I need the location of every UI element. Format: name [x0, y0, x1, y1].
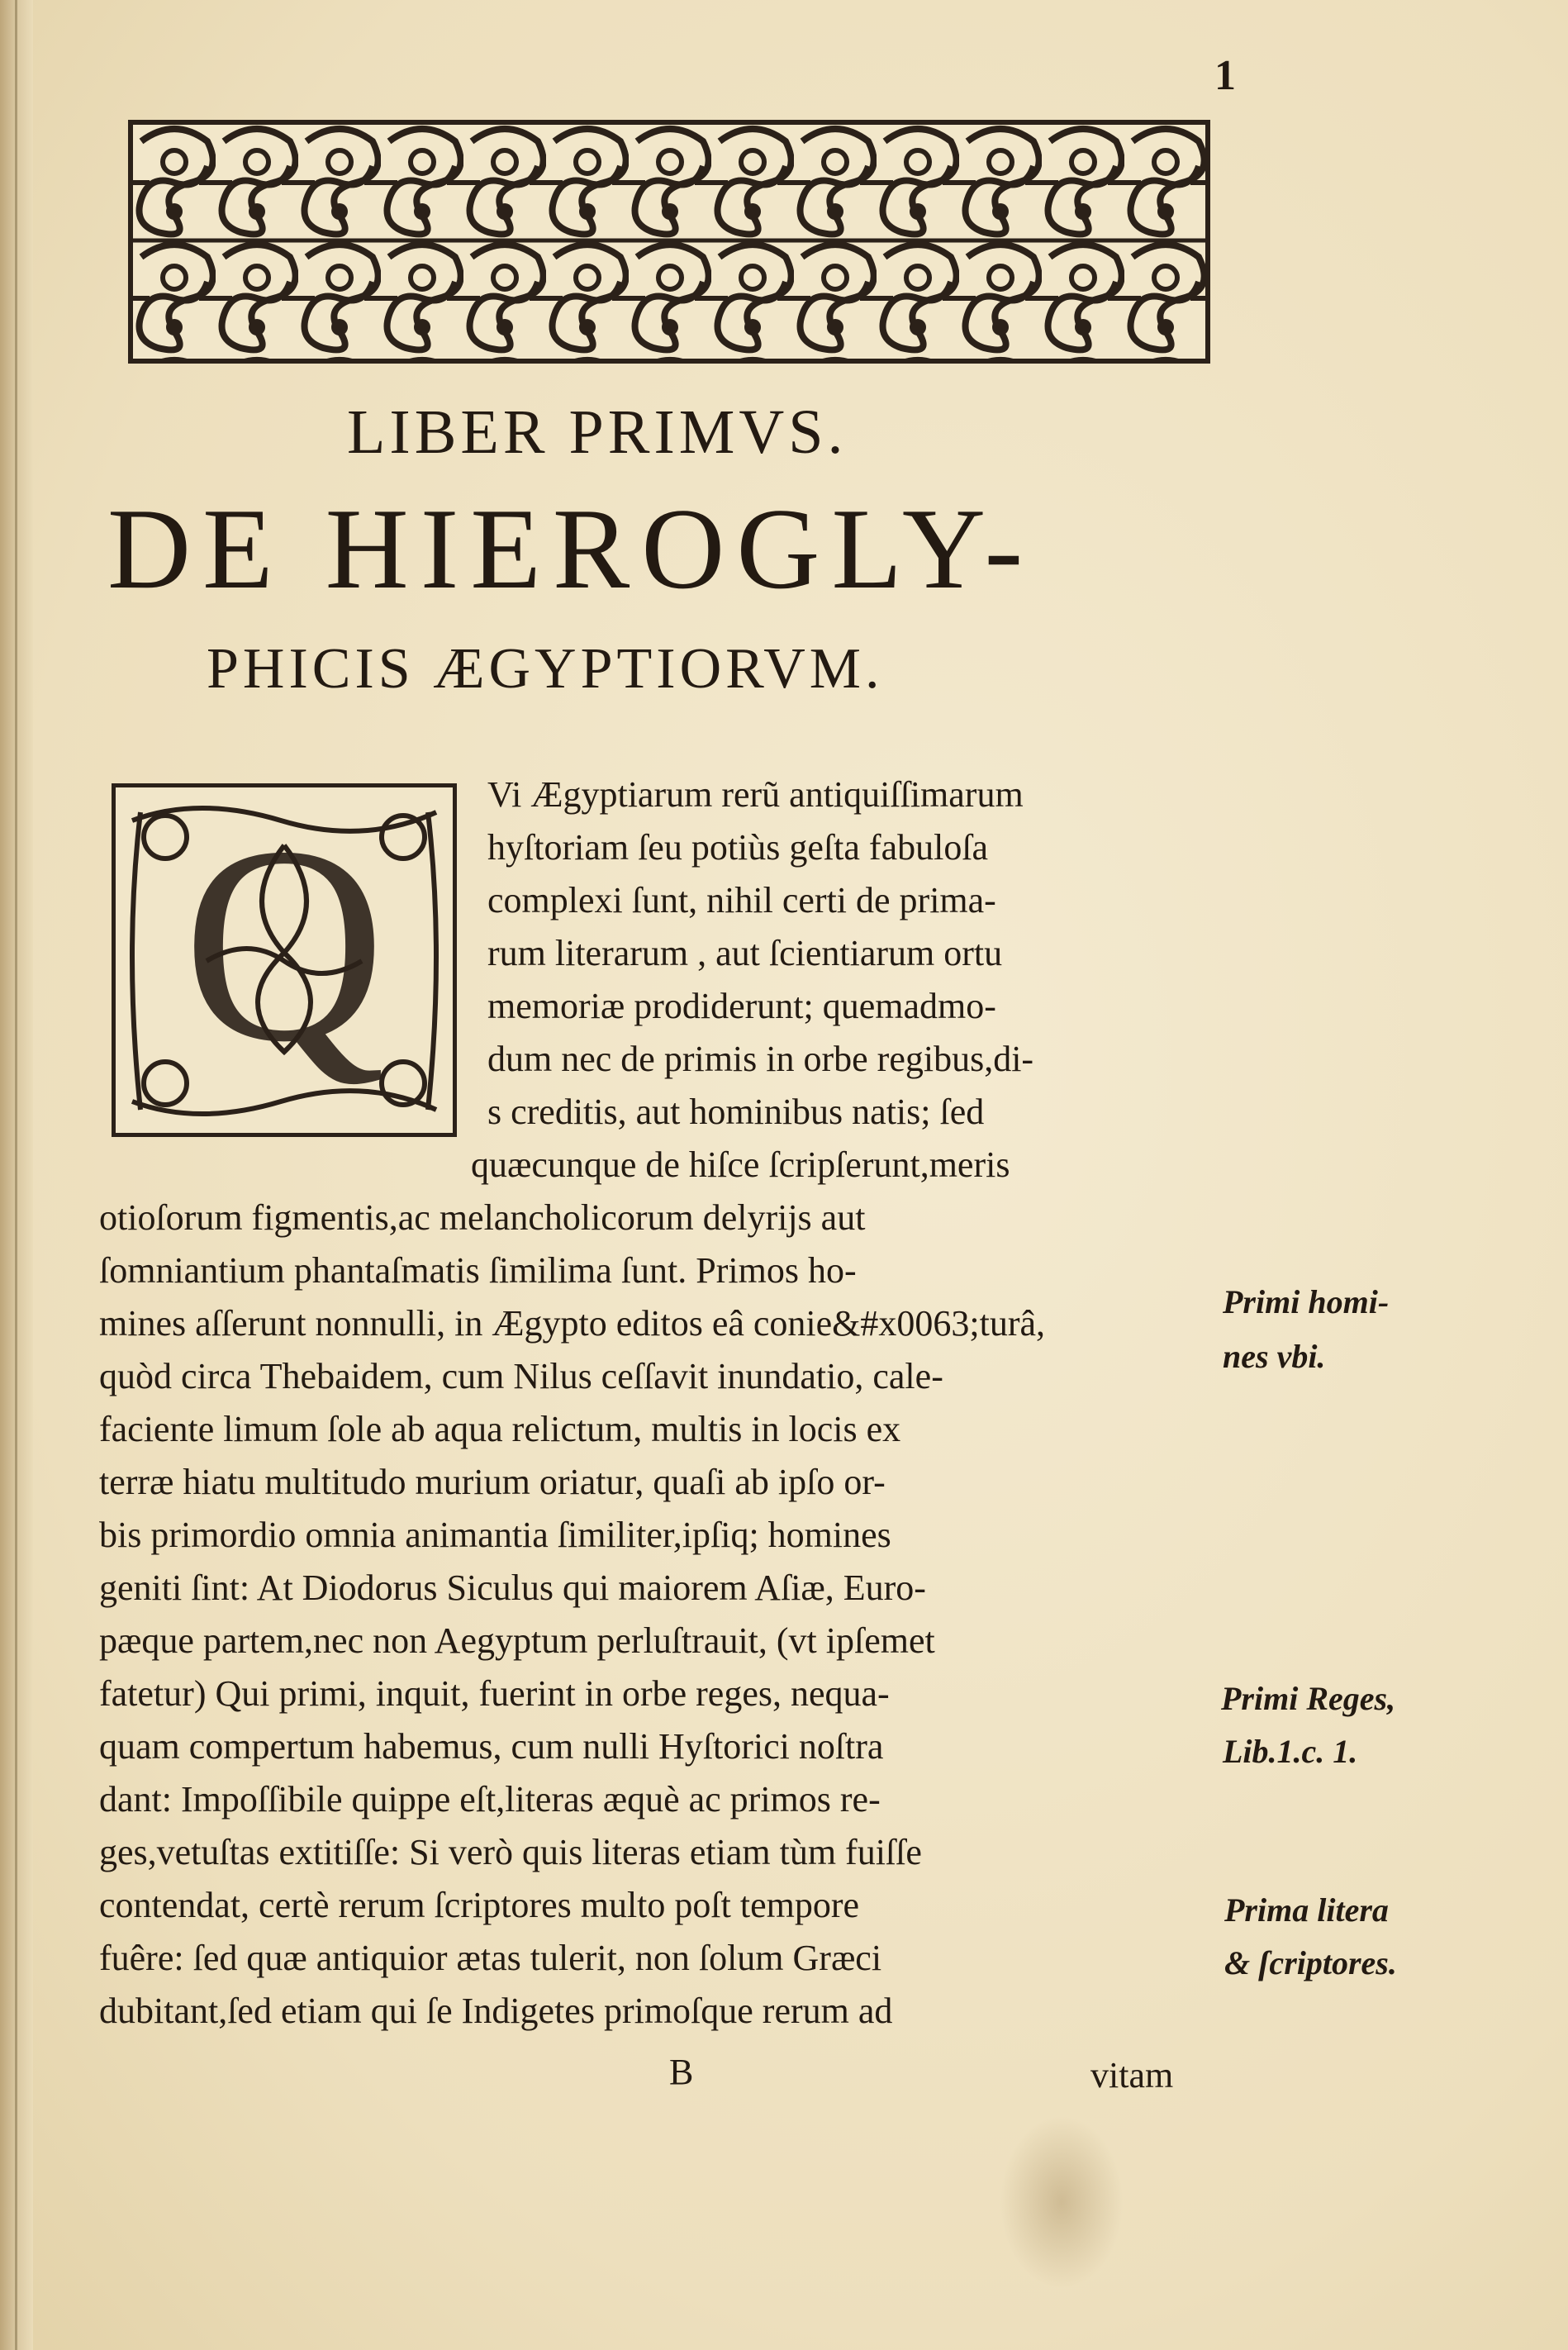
initial-letter: Q — [183, 788, 386, 1100]
signature-mark: B — [669, 2052, 694, 2092]
catchword: vitam — [1090, 2055, 1174, 2095]
marginal-note: Lib.1.c. 1. — [1223, 1733, 1358, 1770]
body-line: terræ hiatu multitudo murium oriatur, quaſi ab ipſo or- — [99, 1462, 886, 1502]
marginal-note: Primi homi- — [1223, 1283, 1390, 1320]
paper-stain — [1000, 2115, 1124, 2289]
body-line: dubitant,ſed etiam qui ſe Indigetes primoſque rerum ad — [99, 1991, 893, 2031]
book-gutter — [0, 0, 33, 2350]
book-heading: LIBER PRIMVS. — [347, 397, 848, 467]
body-line: pæque partem,nec non Aegyptum perluſtrauit, (vt ipſemet — [99, 1620, 935, 1661]
body-line: dum nec de primis in orbe regibus,di- — [487, 1039, 1034, 1079]
marginal-note: & ſcriptores. — [1224, 1944, 1397, 1981]
page-number: 1 — [1214, 52, 1236, 99]
body-line: mines aſſerunt nonnulli, in Ægypto editos eâ conie&#x0063;turâ, — [99, 1303, 1046, 1344]
body-line: dant: Impoſſibile quippe eſt,literas æquè ac primos re- — [99, 1779, 881, 1820]
gutter-line — [15, 0, 17, 2350]
headpiece-ornament — [128, 120, 1210, 364]
body-line: s creditis, aut hominibus natis; ſed — [487, 1092, 985, 1132]
decorated-initial — [112, 783, 457, 1137]
body-line: fuêre: ſed quæ antiquior ætas tulerit, non ſolum Græci — [99, 1938, 882, 1978]
body-line: memoriæ prodiderunt; quemadmo- — [487, 986, 996, 1026]
body-line: complexi ſunt, nihil certi de prima- — [487, 880, 996, 920]
body-line: faciente limum ſole ab aqua relictum, multis in locis ex — [99, 1409, 901, 1449]
body-line: geniti ſint: At Diodorus Siculus qui maiorem Aſiæ, Euro- — [99, 1567, 926, 1608]
body-line: bis primordio omnia animantia ſimiliter,ipſiq; homines — [99, 1515, 891, 1555]
marginal-note: nes vbi. — [1223, 1338, 1326, 1375]
body-line: rum literarum , aut ſcientiarum ortu — [487, 933, 1003, 973]
body-line: fatetur) Qui primi, inquit, fuerint in orbe reges, nequa- — [99, 1673, 890, 1714]
marginal-note: Primi Reges, — [1221, 1680, 1396, 1717]
main-title-continued: PHICIS ÆGYPTIORVM. — [207, 637, 884, 701]
body-line: quòd circa Thebaidem, cum Nilus ceſſavit inundatio, cale- — [99, 1356, 943, 1396]
body-line: quæcunque de hiſce ſcripſerunt,meris — [471, 1144, 1010, 1185]
body-line: ges,vetuſtas extitiſſe: Si verò quis literas etiam tùm fuiſſe — [99, 1832, 922, 1872]
body-line: hyſtoriam ſeu potiùs geſta fabuloſa — [487, 827, 989, 868]
body-line: otioſorum figmentis,ac melancholicorum delyrijs aut — [99, 1197, 866, 1238]
body-line: quam compertum habemus, cum nulli Hyſtorici noſtra — [99, 1726, 884, 1767]
marginal-note: Prima litera — [1224, 1891, 1389, 1929]
body-line: Vi Ægyptiarum rerũ antiquiſſimarum — [487, 774, 1024, 815]
body-line: contendat, certè rerum ſcriptores multo poſt tempore — [99, 1885, 860, 1925]
body-line: ſomniantium phantaſmatis ſimilima ſunt. Primos ho- — [99, 1250, 857, 1291]
main-title: DE HIEROGLY- — [107, 485, 1035, 613]
